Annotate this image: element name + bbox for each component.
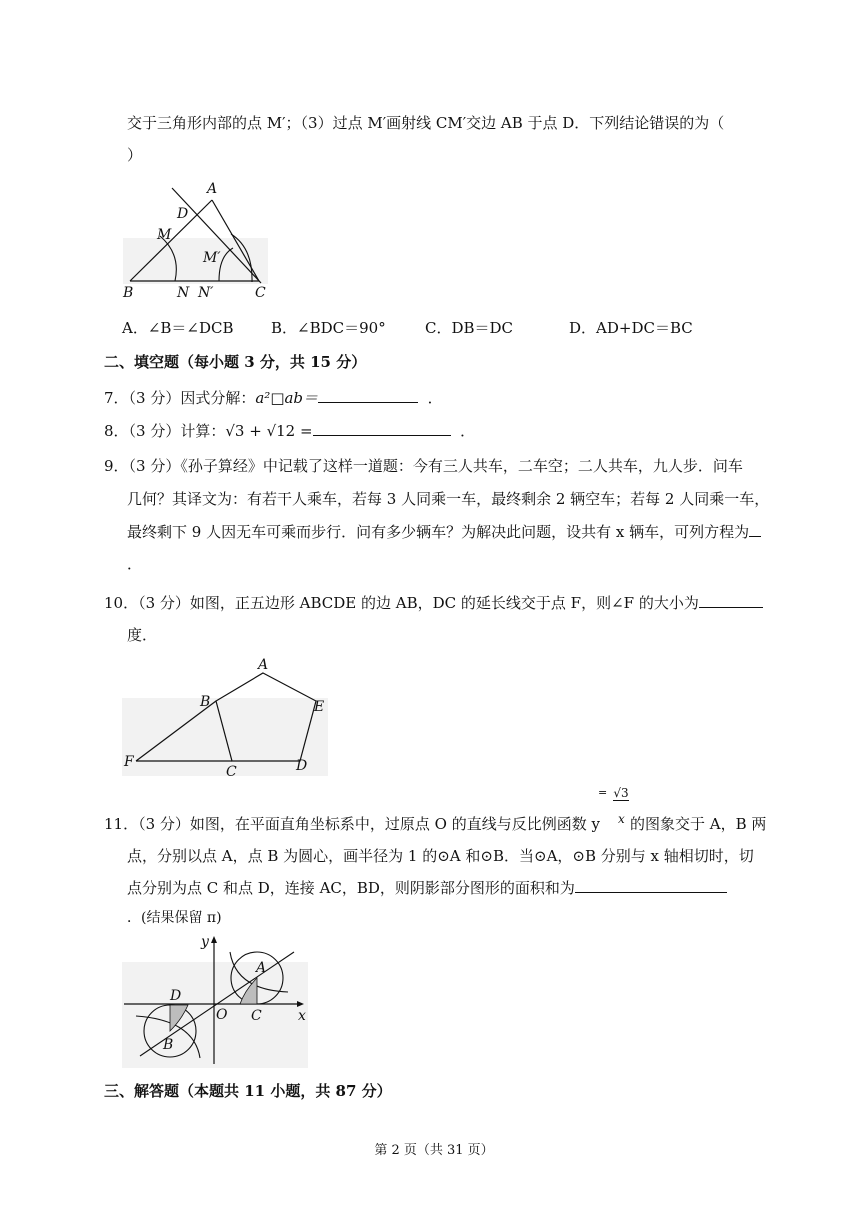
q11-line4: ．(结果保留 π) bbox=[127, 910, 222, 926]
question-9-line3 bbox=[127, 521, 761, 542]
q10-answer-blank bbox=[699, 593, 763, 608]
q8-expression: √3 + √12 = bbox=[225, 422, 313, 440]
section-heading-solutions: 三、解答题（本题共 11 小题，共 87 分） bbox=[104, 1082, 392, 1100]
question-11-line3 bbox=[127, 877, 727, 898]
q6-option-c: C．DB＝DC bbox=[425, 319, 514, 337]
q7-answer-blank bbox=[318, 388, 418, 403]
label-d: D bbox=[177, 206, 189, 222]
label-d: D bbox=[296, 758, 308, 774]
label-c: C bbox=[226, 764, 237, 780]
q10-line1-text: 10．（3 分）如图，正五边形 ABCDE 的边 AB，DC 的延长线交于点 F，则∠F 的大小为 bbox=[104, 594, 699, 612]
q11-fraction-eq: = bbox=[598, 786, 608, 799]
question-7 bbox=[104, 387, 443, 408]
q6-option-a: A．∠B＝∠DCB bbox=[122, 319, 234, 337]
q7-expression: a²□ab＝ bbox=[255, 389, 319, 407]
label-a: A bbox=[207, 181, 218, 197]
label-b: B bbox=[123, 285, 134, 300]
q11-fraction-denominator: x bbox=[618, 812, 625, 826]
label-np: N′ bbox=[198, 285, 214, 300]
q8-answer-blank bbox=[313, 421, 451, 436]
q11-line2: 点，分别以点 A，点 B 为圆心，画半径为 1 的⊙A 和⊙B．当⊙A，⊙B 分别与 x 轴相切时，切 bbox=[127, 847, 754, 865]
figure-shading bbox=[123, 238, 268, 284]
y-axis-arrow bbox=[211, 936, 217, 943]
question-10-line1 bbox=[104, 592, 763, 613]
q9-line2: 几何？其译文为：有若干人乘车，若每 3 人同乘一车，最终剩余 2 辆空车；若每 2 人同乘一车， bbox=[127, 490, 770, 508]
label-c: C bbox=[255, 285, 266, 300]
question-8 bbox=[104, 420, 475, 441]
label-a: A bbox=[256, 960, 267, 976]
q11-coordinate-figure bbox=[118, 930, 313, 1070]
label-b: B bbox=[163, 1037, 174, 1053]
label-c: C bbox=[251, 1008, 262, 1024]
label-y: y bbox=[201, 934, 209, 950]
q9-answer-blank bbox=[749, 522, 761, 537]
label-m: M bbox=[157, 227, 172, 243]
q11-line1-left: 11．（3 分）如图，在平面直角坐标系中，过原点 O 的直线与反比例函数 y bbox=[104, 815, 600, 833]
label-x: x bbox=[298, 1008, 306, 1024]
q9-line1: 9．（3 分）《孙子算经》中记载了这样一道题：今有三人共车，二车空；二人共车，九人步．问车 bbox=[104, 457, 743, 475]
q11-line3-text: 点分别为点 C 和点 D，连接 AC，BD，则阴影部分图形的面积和为 bbox=[127, 879, 575, 897]
label-a: A bbox=[258, 657, 269, 673]
q8-suffix: ． bbox=[460, 422, 476, 440]
label-e: E bbox=[314, 699, 325, 715]
q7-prefix: 7．（3 分）因式分解： bbox=[104, 389, 256, 407]
q9-line4: ． bbox=[127, 555, 143, 573]
q11-answer-blank bbox=[575, 878, 727, 893]
q6-line1: 交于三角形内部的点 M′；（3）过点 M′画射线 CM′交边 AB 于点 D．下列结论错误的为（ bbox=[127, 114, 725, 132]
label-o: O bbox=[216, 1007, 228, 1023]
q6-option-b: B．∠BDC＝90° bbox=[271, 319, 386, 337]
q6-option-d: D．AD+DC＝BC bbox=[569, 319, 693, 337]
q6-triangle-figure bbox=[115, 178, 290, 300]
page-footer: 第 2 页（共 31 页） bbox=[374, 1143, 494, 1158]
q10-line2: 度． bbox=[127, 626, 158, 644]
q11-fraction-numerator: √3 bbox=[613, 786, 629, 800]
q7-suffix: ． bbox=[427, 389, 443, 407]
q10-pentagon-figure bbox=[118, 654, 338, 782]
section-heading-fill-in: 二、填空题（每小题 3 分，共 15 分） bbox=[104, 353, 367, 371]
q11-line1-right: 的图象交于 A，B 两 bbox=[630, 815, 767, 833]
label-n: N bbox=[177, 285, 190, 300]
q9-line3-text: 最终剩下 9 人因无车可乘而步行．问有多少辆车？为解决此问题，设共有 x 辆车，可列方程为 bbox=[127, 523, 750, 541]
label-b: B bbox=[200, 694, 211, 710]
q8-prefix: 8．（3 分）计算： bbox=[104, 422, 226, 440]
label-d: D bbox=[170, 988, 182, 1004]
label-mp: M′ bbox=[203, 250, 221, 266]
q6-line2: ） bbox=[127, 146, 143, 164]
label-f: F bbox=[124, 754, 134, 770]
